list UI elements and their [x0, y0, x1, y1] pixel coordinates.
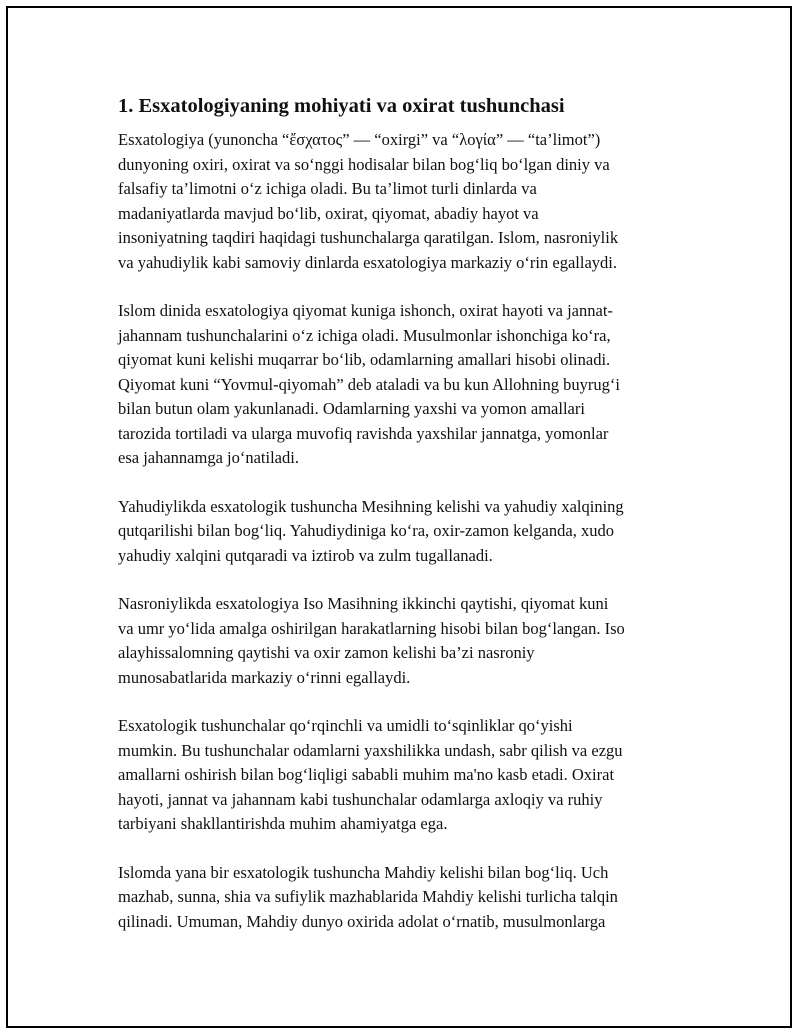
- text-line: va umr yo‘lida amalga oshirilgan harakatlarning hisobi bilan bog‘langan. Iso: [118, 618, 625, 638]
- text-line: va yahudiylik kabi samoviy dinlarda esxatologiya markaziy o‘rin egallaydi.: [118, 252, 617, 272]
- paragraph-significance: [118, 714, 698, 837]
- text-line: bilan butun olam yakunlanadi. Odamlarning yaxshi va yomon amallari: [118, 399, 585, 418]
- text-line: qilinadi. Umuman, Mahdiy dunyo oxirida adolat o‘rnatib, musulmonlarga: [118, 911, 606, 931]
- text-line: alayhissalomning qaytishi va oxir zamon kelishi ba’zi nasroniy: [118, 643, 535, 662]
- paragraph-judaism: [118, 495, 698, 569]
- text-line: qiyomat kuni kelishi muqarrar bo‘lib, odamlarning amallari hisobi olinadi.: [118, 350, 611, 369]
- text-line: munosabatlarida markaziy o‘rinni egallaydi.: [118, 667, 411, 687]
- text-line: jahannam tushunchalarini o‘z ichiga oladi. Musulmonlar ishonchiga ko‘ra,: [118, 325, 611, 345]
- paragraph-intro: [118, 128, 698, 275]
- text-line: mazhab, sunna, shia va sufiylik mazhablarida Mahdiy kelishi turlicha talqin: [118, 887, 618, 906]
- text-line: hayoti, jannat va jahannam kabi tushunchalar odamlarga axloqiy va ruhiy: [118, 789, 603, 809]
- section-title: 1. Esxatologiyaning mohiyati va oxirat tushunchasi: [118, 95, 565, 117]
- text-line: esa jahannamga jo‘natiladi.: [118, 448, 299, 467]
- text-line: mumkin. Bu tushunchalar odamlarni yaxshilikka undash, sabr qilish va ezgu: [118, 740, 623, 760]
- text-line: amallarni oshirish bilan bog‘liqligi sababli muhim ma'no kasb etadi. Oxirat: [118, 765, 615, 784]
- document-body: [118, 93, 698, 958]
- text-line: yahudiy xalqini qutqaradi va iztirob va zulm tugallanadi.: [118, 545, 493, 565]
- text-line: tarbiyani shakllantirishda muhim ahamiyatga ega.: [118, 814, 448, 833]
- text-line: Yahudiylikda esxatologik tushuncha Mesihning kelishi va yahudiy xalqining: [118, 496, 624, 516]
- text-line: dunyoning oxiri, oxirat va so‘nggi hodisalar bilan bog‘liq bo‘lgan diniy va: [118, 154, 610, 174]
- text-line: Esxatologik tushunchalar qo‘rqinchli va umidli to‘sqinliklar qo‘yishi: [118, 716, 573, 735]
- text-line: Islomda yana bir esxatologik tushuncha Mahdiy kelishi bilan bog‘liq. Uch: [118, 862, 609, 882]
- text-line: Nasroniylikda esxatologiya Iso Masihning ikkinchi qaytishi, qiyomat kuni: [118, 594, 609, 613]
- paragraph-islam: [118, 299, 698, 471]
- paragraph-mahdi: [118, 861, 698, 935]
- text-line: Esxatologiya (yunoncha “ἔσχατος” — “oxirgi” va “λογία” — “ta’limot”): [118, 130, 601, 149]
- text-line: tarozida tortiladi va ularga muvofiq ravishda yaxshilar jannatga, yomonlar: [118, 423, 609, 443]
- paragraph-christianity: [118, 592, 698, 690]
- text-line: insoniyatning taqdiri haqidagi tushunchalarga qaratilgan. Islom, nasroniylik: [118, 228, 619, 247]
- text-line: falsafiy ta’limotni o‘z ichiga oladi. Bu ta’limot turli dinlarda va: [118, 179, 537, 198]
- text-line: Islom dinida esxatologiya qiyomat kuniga ishonch, oxirat hayoti va jannat-: [118, 301, 613, 320]
- text-line: qutqarilishi bilan bog‘liq. Yahudiydiniga ko‘ra, oxir-zamon kelganda, xudo: [118, 521, 614, 540]
- text-line: madaniyatlarda mavjud bo‘lib, oxirat, qiyomat, abadiy hayot va: [118, 203, 539, 223]
- text-line: Qiyomat kuni “Yovmul-qiyomah” deb ataladi va bu kun Allohning buyrug‘i: [118, 374, 620, 394]
